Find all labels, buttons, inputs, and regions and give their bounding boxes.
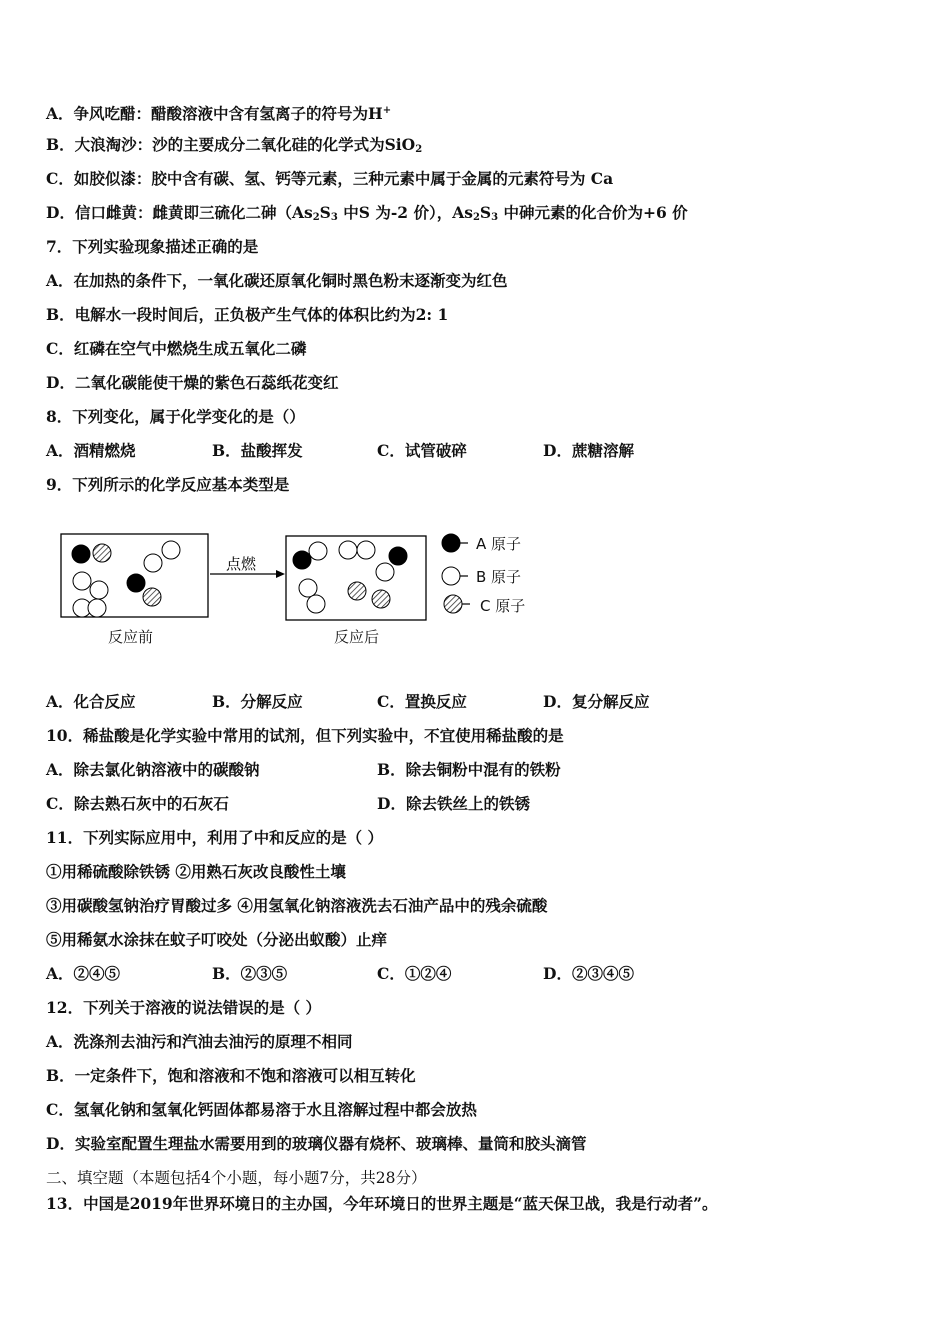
q11-statements-3: ⑤用稀氨水涂抹在蚊子叮咬处（分泌出蚁酸）止痒 (46, 930, 388, 949)
q11-stem: 11．下列实际应用中，利用了中和反应的是（ ） (46, 828, 383, 847)
q6-option-b: B．大浪淘沙：沙的主要成分二氧化硅的化学式为SiO$_2$ (46, 135, 423, 155)
legend-b-label: B 原子 (476, 568, 522, 586)
atom-b-icon (144, 554, 162, 572)
q9-option-c: C．置换反应 (377, 692, 467, 711)
q8-option-b: B．盐酸挥发 (212, 441, 303, 460)
legend-c-label: C 原子 (480, 597, 526, 615)
q8-stem: 8．下列变化，属于化学变化的是（） (46, 407, 305, 426)
atom-c-icon (348, 582, 366, 600)
q12-option-c: C．氢氧化钠和氢氧化钙固体都易溶于水且溶解过程中都会放热 (46, 1100, 477, 1119)
legend-a-icon (442, 534, 460, 552)
legend-b-icon (442, 567, 460, 585)
q10-option-b: B．除去铜粉中混有的铁粉 (377, 760, 561, 779)
atom-b-icon (309, 542, 327, 560)
q9-stem: 9．下列所示的化学反应基本类型是 (46, 475, 290, 494)
atom-b-icon (307, 595, 325, 613)
q10-option-c: C．除去熟石灰中的石灰石 (46, 794, 229, 813)
q9-option-b: B．分解反应 (212, 692, 303, 711)
q10-option-d: D．除去铁丝上的铁锈 (377, 794, 530, 813)
atom-a-icon (389, 547, 407, 565)
q9-option-d: D．复分解反应 (543, 692, 650, 711)
q7-option-b: B．电解水一段时间后，正负极产生气体的体积比约为2: 1 (46, 305, 449, 324)
section-2-title: 二、填空题（本题包括4个小题，每小题7分，共28分） (46, 1169, 427, 1187)
q7-option-c: C．红磷在空气中燃烧生成五氧化二磷 (46, 339, 307, 358)
after-caption: 反应后 (334, 628, 380, 646)
q8-option-a: A．酒精燃烧 (46, 441, 136, 460)
q12-option-a: A．洗涤剂去油污和汽油去油污的原理不相同 (46, 1032, 353, 1051)
atom-b-icon (88, 599, 106, 617)
q11-option-d: D．②③④⑤ (543, 964, 634, 983)
arrow-label: 点燃 (226, 555, 257, 573)
legend-c-icon (444, 595, 462, 613)
atom-a-icon (293, 551, 311, 569)
q13-stem: 13．中国是2019年世界环境日的主办国，今年环境日的世界主题是“蓝天保卫战，我是行动者”。 (46, 1194, 718, 1213)
reaction-diagram (50, 520, 570, 660)
q6-option-d: D．信口雌黄：雌黄即三硫化二砷（$As_2S_3$ 中S 为-2 价），$As_2S_3$ 中砷元素的化合价为+6 价 (46, 203, 688, 223)
atom-b-icon (90, 581, 108, 599)
atom-b-icon (339, 541, 357, 559)
q7-option-d: D．二氧化碳能使干燥的紫色石蕊纸花变红 (46, 373, 339, 392)
atom-b-icon (376, 563, 394, 581)
q10-option-a: A．除去氯化钠溶液中的碳酸钠 (46, 760, 260, 779)
atom-b-icon (162, 541, 180, 559)
atom-c-icon (372, 590, 390, 608)
q12-stem: 12．下列关于溶液的说法错误的是（ ） (46, 998, 321, 1017)
atom-b-icon (73, 572, 91, 590)
arrowhead-icon (276, 570, 285, 578)
atom-a-icon (72, 545, 90, 563)
q7-stem: 7．下列实验现象描述正确的是 (46, 237, 259, 256)
q6-option-c: C．如胶似漆：胶中含有碳、氢、钙等元素，三种元素中属于金属的元素符号为 Ca (46, 169, 614, 188)
q11-statements-1: ①用稀硫酸除铁锈 ②用熟石灰改良酸性土壤 (46, 862, 346, 881)
atom-b-icon (357, 541, 375, 559)
q12-option-d: D．实验室配置生理盐水需要用到的玻璃仪器有烧杯、玻璃棒、量筒和胶头滴管 (46, 1134, 587, 1153)
q11-statements-2: ③用碳酸氢钠治疗胃酸过多 ④用氢氧化钠溶液洗去石油产品中的残余硫酸 (46, 896, 548, 915)
q11-option-c: C．①②④ (377, 964, 452, 983)
q11-option-b: B．②③⑤ (212, 964, 288, 983)
atom-c-icon (143, 588, 161, 606)
before-caption: 反应前 (108, 628, 154, 646)
q12-option-b: B．一定条件下，饱和溶液和不饱和溶液可以相互转化 (46, 1066, 416, 1085)
q8-option-d: D．蔗糖溶解 (543, 441, 634, 460)
q8-option-c: C．试管破碎 (377, 441, 467, 460)
legend-a-label: A 原子 (476, 535, 522, 553)
q10-stem: 10．稀盐酸是化学实验中常用的试剂，但下列实验中，不宜使用稀盐酸的是 (46, 726, 564, 745)
atom-a-icon (127, 574, 145, 592)
q7-option-a: A．在加热的条件下，一氧化碳还原氧化铜时黑色粉末逐渐变为红色 (46, 271, 508, 290)
q9-option-a: A．化合反应 (46, 692, 136, 711)
q6-option-a: A．争风吃醋：醋酸溶液中含有氢离子的符号为H+ (46, 104, 392, 124)
atom-b-icon (299, 579, 317, 597)
atom-c-icon (93, 544, 111, 562)
q11-option-a: A．②④⑤ (46, 964, 121, 983)
